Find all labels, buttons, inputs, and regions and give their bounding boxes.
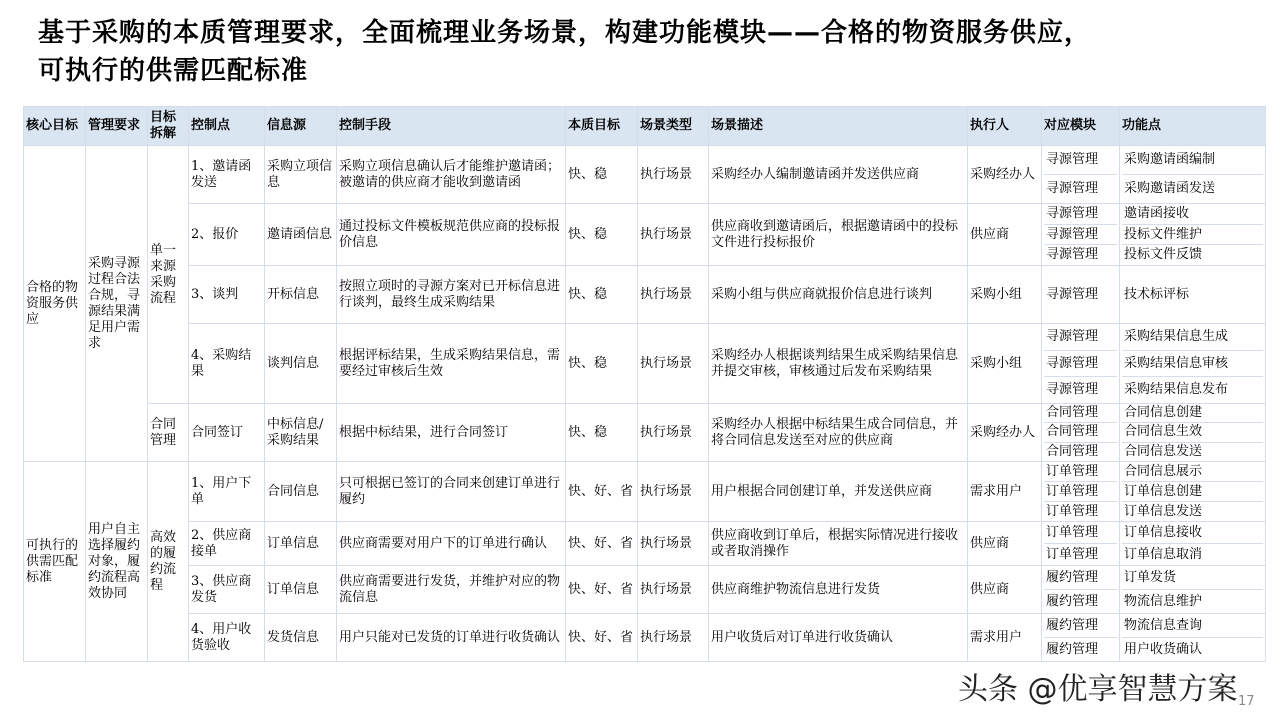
info-source-cell: 发货信息 [265, 614, 337, 662]
function-point: 订单信息发送 [1124, 503, 1203, 519]
module-cell [1042, 404, 1120, 462]
executor-cell: 供应商 [968, 522, 1042, 566]
essence-goal-cell: 快、稳 [566, 204, 638, 266]
module-cell [1042, 324, 1120, 404]
function-point: 采购结果信息生成 [1122, 324, 1263, 351]
essence-goal-cell: 快、稳 [566, 324, 638, 404]
table-row [24, 324, 1266, 404]
essence-goal-cell: 快、好、省 [566, 566, 638, 614]
control-point-cell: 2、报价 [189, 204, 265, 266]
function-point-cell [1120, 566, 1266, 614]
function-point: 订单信息创建 [1122, 482, 1263, 502]
function-point: 邀请函接收 [1122, 204, 1263, 225]
scene-description-cell: 供应商收到邀请函后，根据邀请函中的投标文件进行投标报价 [709, 204, 968, 266]
executor-cell: 供应商 [968, 204, 1042, 266]
function-point: 采购结果信息发布 [1124, 382, 1229, 398]
module-cell [1042, 146, 1120, 204]
control-point-cell: 合同签订 [189, 404, 265, 462]
function-point: 订单发货 [1122, 566, 1263, 590]
goal-decomposition-cell: 单一来源采购流程 [148, 146, 189, 404]
function-point-cell [1120, 522, 1266, 566]
control-means-cell: 采购立项信息确认后才能维护邀请函；被邀请的供应商才能收到邀请函 [337, 146, 566, 204]
scene-description-cell: 用户根据合同创建订单，并发送供应商 [709, 462, 968, 522]
control-means-cell: 根据中标结果，进行合同签订 [337, 404, 566, 462]
table-row [24, 404, 1266, 462]
scene-type-cell: 执行场景 [638, 324, 709, 404]
scene-type-cell: 执行场景 [638, 266, 709, 324]
info-source-cell: 订单信息 [265, 566, 337, 614]
module-name: 履约管理 [1044, 614, 1117, 638]
function-point: 投标文件维护 [1122, 225, 1263, 246]
executor-cell: 采购小组 [968, 266, 1042, 324]
info-source-cell: 谈判信息 [265, 324, 337, 404]
function-point: 合同信息发送 [1124, 443, 1203, 459]
essence-goal-cell: 快、好、省 [566, 614, 638, 662]
control-means-cell: 通过投标文件模板规范供应商的投标报价信息 [337, 204, 566, 266]
function-point: 采购结果信息审核 [1122, 351, 1263, 378]
function-point: 订单信息接收 [1122, 522, 1263, 544]
module-cell [1042, 614, 1120, 662]
module-name: 寻源管理 [1044, 146, 1117, 175]
scene-type-cell: 执行场景 [638, 462, 709, 522]
control-means-cell: 根据评标结果，生成采购结果信息，需要经过审核后生效 [337, 324, 566, 404]
scene-type-cell: 执行场景 [638, 204, 709, 266]
control-point-cell: 3、谈判 [189, 266, 265, 324]
info-source-cell: 合同信息 [265, 462, 337, 522]
module-name: 合同管理 [1046, 443, 1099, 459]
slide-title [38, 14, 1278, 90]
control-means-cell: 供应商需要对用户下的订单进行确认 [337, 522, 566, 566]
executor-cell: 采购经办人 [968, 404, 1042, 462]
function-point: 合同信息展示 [1122, 462, 1263, 482]
control-point-cell: 2、供应商接单 [189, 522, 265, 566]
column-header: 目标拆解 [148, 107, 189, 146]
function-point: 用户收货确认 [1124, 641, 1203, 657]
control-means-cell: 按照立项时的寻源方案对已开标信息进行谈判，最终生成采购结果 [337, 266, 566, 324]
scene-description-cell: 采购经办人根据谈判结果生成采购结果信息并提交审核，审核通过后发布采购结果 [709, 324, 968, 404]
table-row [24, 614, 1266, 662]
function-point: 技术标评标 [1124, 286, 1190, 302]
module-name: 寻源管理 [1046, 286, 1099, 302]
column-header: 核心目标 [24, 107, 86, 146]
function-point-cell [1120, 266, 1266, 324]
table-row [24, 204, 1266, 266]
essence-goal-cell: 快、稳 [566, 404, 638, 462]
table-row [24, 146, 1266, 204]
module-name: 寻源管理 [1044, 351, 1117, 378]
info-source-cell: 中标信息/采购结果 [265, 404, 337, 462]
essence-goal-cell: 快、好、省 [566, 522, 638, 566]
module-name: 合同管理 [1044, 423, 1117, 442]
core-goal-cell: 合格的物资服务供应 [24, 146, 86, 462]
column-header: 场景描述 [709, 107, 968, 146]
table-row [24, 522, 1266, 566]
control-point-cell: 1、用户下单 [189, 462, 265, 522]
scene-description-cell: 采购小组与供应商就报价信息进行谈判 [709, 266, 968, 324]
module-cell [1042, 522, 1120, 566]
goal-decomposition-cell: 高效的履约流程 [148, 462, 189, 662]
column-header: 本质目标 [566, 107, 638, 146]
executor-cell: 需求用户 [968, 462, 1042, 522]
module-name: 合同管理 [1044, 404, 1117, 423]
executor-cell: 采购小组 [968, 324, 1042, 404]
function-point: 投标文件反馈 [1124, 247, 1203, 263]
title-line-1: 基于采购的本质管理要求，全面梳理业务场景，构建功能模块——合格的物资服务供应， [38, 18, 1092, 48]
watermark-text: 头条 @优享智慧方案 [958, 672, 1238, 707]
control-point-cell: 4、采购结果 [189, 324, 265, 404]
info-source-cell: 邀请函信息 [265, 204, 337, 266]
core-goal-cell: 可执行的供需匹配标准 [24, 462, 86, 662]
module-cell [1042, 462, 1120, 522]
control-means-cell: 用户只能对已发货的订单进行收货确认 [337, 614, 566, 662]
module-name: 寻源管理 [1044, 225, 1117, 246]
module-name: 订单管理 [1046, 503, 1099, 519]
module-name: 订单管理 [1044, 482, 1117, 502]
info-source-cell: 采购立项信息 [265, 146, 337, 204]
function-point-cell [1120, 614, 1266, 662]
module-name: 寻源管理 [1046, 382, 1099, 398]
function-point: 物流信息查询 [1122, 614, 1263, 638]
function-point-cell [1120, 324, 1266, 404]
module-name: 履约管理 [1046, 593, 1099, 609]
executor-cell: 采购经办人 [968, 146, 1042, 204]
column-header: 管理要求 [86, 107, 148, 146]
module-name: 履约管理 [1046, 641, 1099, 657]
module-name: 订单管理 [1044, 462, 1117, 482]
column-header: 场景类型 [638, 107, 709, 146]
executor-cell: 供应商 [968, 566, 1042, 614]
info-source-cell: 开标信息 [265, 266, 337, 324]
module-name: 履约管理 [1044, 566, 1117, 590]
column-header: 执行人 [968, 107, 1042, 146]
goal-decomposition-cell: 合同管理 [148, 404, 189, 462]
scene-type-cell: 执行场景 [638, 614, 709, 662]
scene-type-cell: 执行场景 [638, 566, 709, 614]
table-row [24, 566, 1266, 614]
table-row [24, 266, 1266, 324]
function-point: 采购邀请函编制 [1122, 146, 1263, 175]
info-source-cell: 订单信息 [265, 522, 337, 566]
page-number: 17 [1238, 694, 1255, 709]
table-header-row [24, 107, 1266, 146]
management-requirement-cell: 用户自主选择履约对象，履约流程高效协同 [86, 462, 148, 662]
column-header: 功能点 [1120, 107, 1266, 146]
function-point: 合同信息创建 [1122, 404, 1263, 423]
essence-goal-cell: 快、稳 [566, 266, 638, 324]
scene-type-cell: 执行场景 [638, 522, 709, 566]
scene-description-cell: 采购经办人根据中标结果生成合同信息，并将合同信息发送至对应的供应商 [709, 404, 968, 462]
module-name: 寻源管理 [1046, 181, 1099, 196]
function-point-cell [1120, 462, 1266, 522]
scene-description-cell: 供应商维护物流信息进行发货 [709, 566, 968, 614]
module-name: 订单管理 [1046, 546, 1099, 562]
function-point-cell [1120, 204, 1266, 266]
control-means-cell: 供应商需要进行发货，并维护对应的物流信息 [337, 566, 566, 614]
essence-goal-cell: 快、好、省 [566, 462, 638, 522]
module-cell [1042, 566, 1120, 614]
column-header: 控制点 [189, 107, 265, 146]
column-header: 对应模块 [1042, 107, 1120, 146]
function-module-table [23, 106, 1266, 662]
module-name: 寻源管理 [1046, 247, 1099, 263]
function-point: 订单信息取消 [1124, 546, 1203, 562]
module-name: 寻源管理 [1044, 204, 1117, 225]
function-point: 合同信息生效 [1122, 423, 1263, 442]
module-cell [1042, 266, 1120, 324]
column-header: 控制手段 [337, 107, 566, 146]
control-point-cell: 4、用户收货验收 [189, 614, 265, 662]
column-header: 信息源 [265, 107, 337, 146]
control-point-cell: 3、供应商发货 [189, 566, 265, 614]
scene-description-cell: 供应商收到订单后，根据实际情况进行接收或者取消操作 [709, 522, 968, 566]
executor-cell: 需求用户 [968, 614, 1042, 662]
function-point: 物流信息维护 [1124, 593, 1203, 609]
scene-type-cell: 执行场景 [638, 146, 709, 204]
function-point-cell [1120, 404, 1266, 462]
table-row [24, 462, 1266, 522]
scene-description-cell: 采购经办人编制邀请函并发送供应商 [709, 146, 968, 204]
scene-type-cell: 执行场景 [638, 404, 709, 462]
function-point: 采购邀请函发送 [1124, 181, 1216, 196]
management-requirement-cell: 采购寻源过程合法合规，寻源结果满足用户需求 [86, 146, 148, 462]
module-cell [1042, 204, 1120, 266]
control-point-cell: 1、邀请函发送 [189, 146, 265, 204]
module-name: 寻源管理 [1044, 324, 1117, 351]
scene-description-cell: 用户收货后对订单进行收货确认 [709, 614, 968, 662]
function-point-cell [1120, 146, 1266, 204]
title-line-2: 可执行的供需匹配标准 [38, 56, 309, 86]
essence-goal-cell: 快、稳 [566, 146, 638, 204]
control-means-cell: 只可根据已签订的合同来创建订单进行履约 [337, 462, 566, 522]
module-name: 订单管理 [1044, 522, 1117, 544]
